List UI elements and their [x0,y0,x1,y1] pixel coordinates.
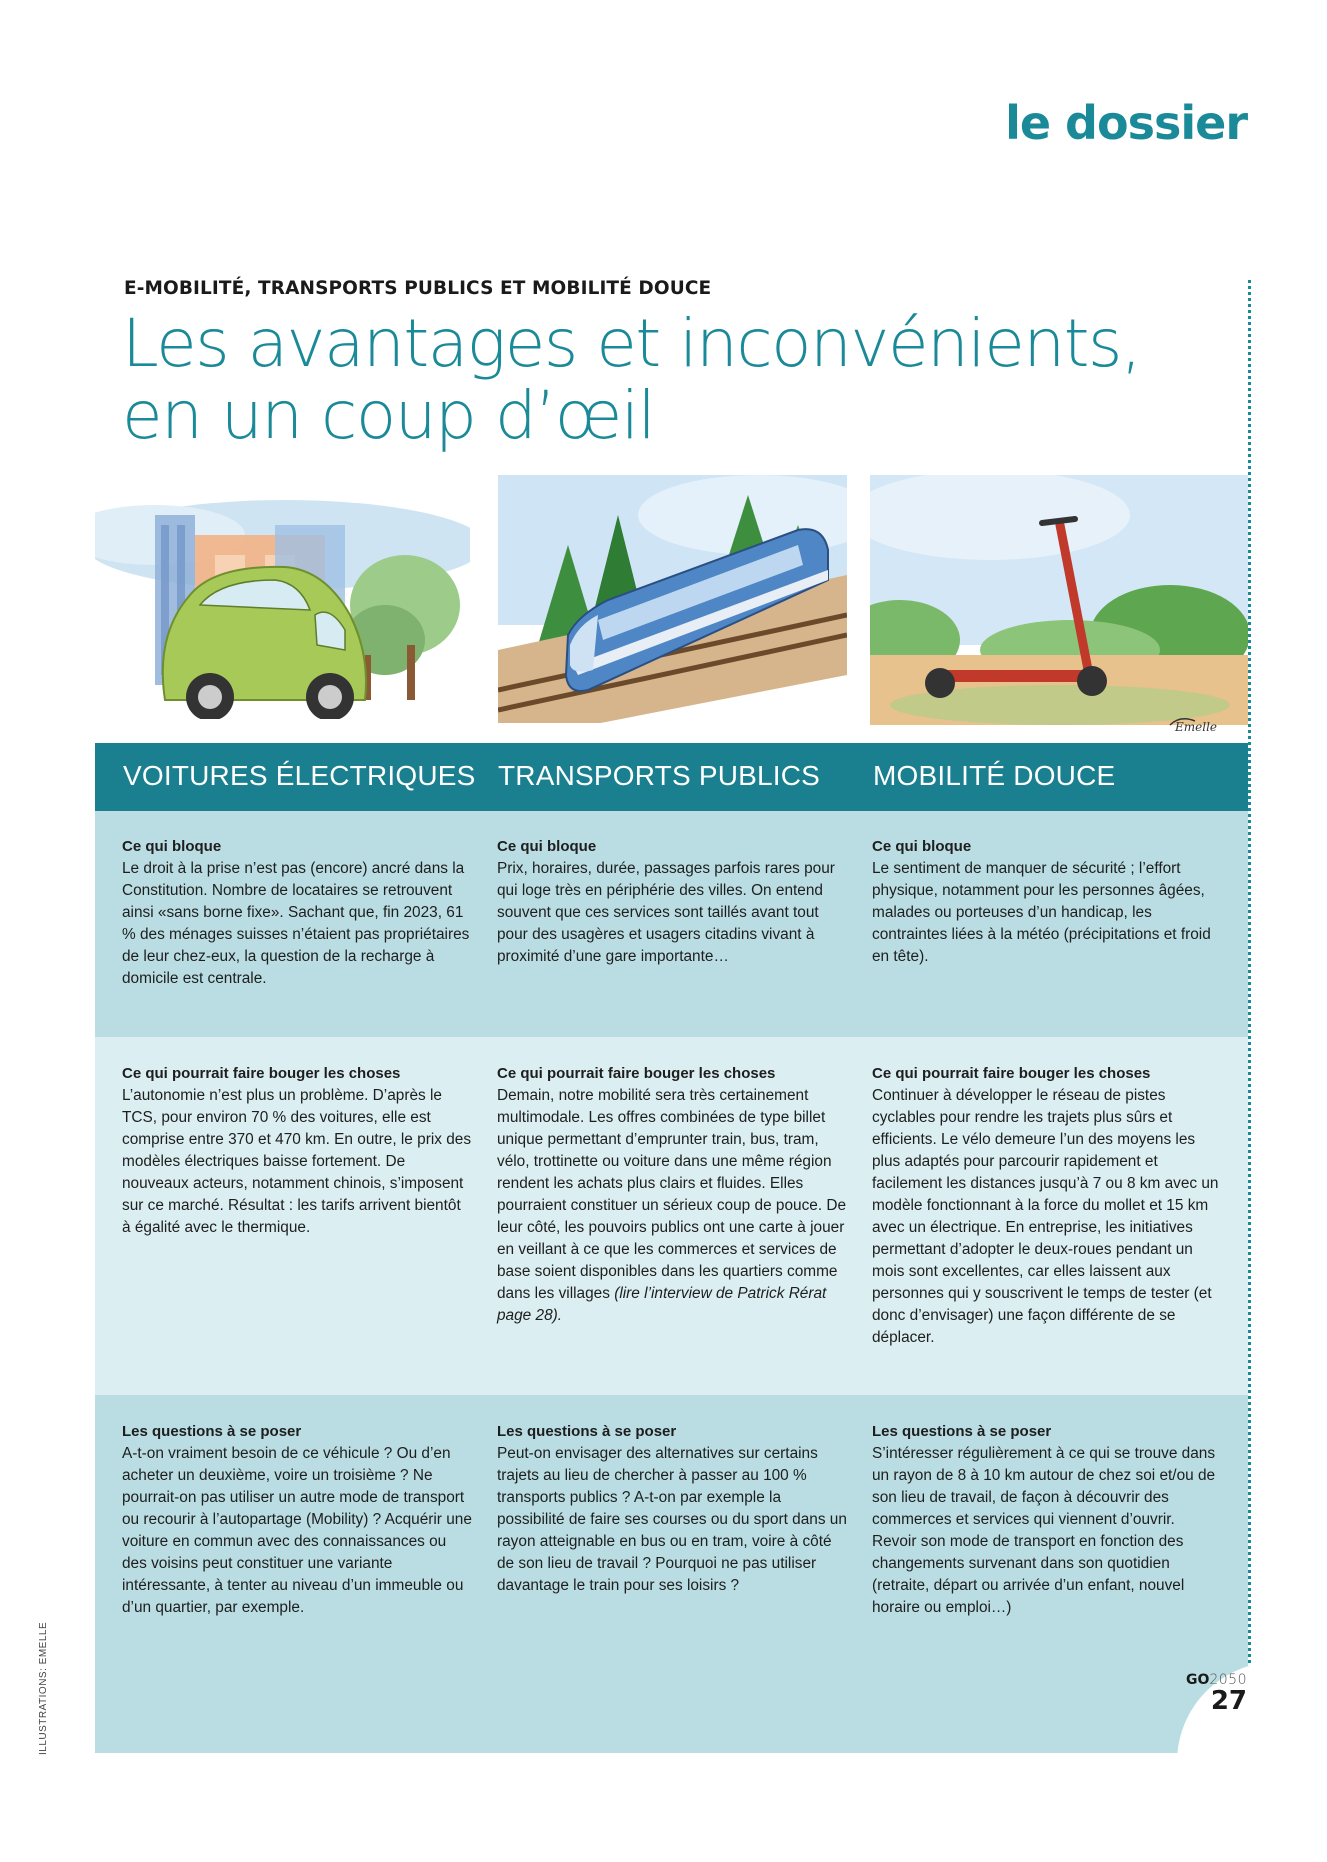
cell-text: L’autonomie n’est plus un problème. D’après le TCS, pour environ 70 % des voitures, elle est comprise entre 370 et 470 km. En outre, le prix des modèles électriques baisse fortement. De nouveaux acteurs, notamment chinois, s’imposent sur ce marché. Résultat : les tarifs arrivent bientôt à égalité avec le thermique. [122,1087,472,1236]
cell-text: Le sentiment de manquer de sécurité ; l’effort physique, notamment pour les personnes âgées, malades ou porteuses d’un handicap, les contraintes liées à la météo (précipitations et froid en tête). [872,860,1211,965]
section-tag: le dossier [1005,96,1247,150]
dotted-rule [1248,280,1251,1735]
cell-text: Prix, horaires, durée, passages parfois rares pour qui loge très en périphérie des villes. On entend souvent que ces services sont taillés avant tout pour des usagères et usagers citadins vivant à proximité d’une gare importante… [497,860,835,965]
cell-cars-levers [122,1063,472,1239]
cell-text: Peut-on envisager des alternatives sur certains trajets au lieu de chercher à passer au 100 % transports publics ? A-t-on par exemple la possibilité de faire ses courses ou du sport dans un rayon atteignable en bus ou en tram, voire à côté de son lieu de travail ? Pourquoi ne pas utiliser davantage le train pour ses loisirs ? [497,1445,847,1594]
cell-text [497,1085,847,1327]
cell-transport-levers [497,1063,847,1327]
cell-cars-obstacles [122,836,472,990]
cell-text: Continuer à développer le réseau de pistes cyclables pour rendre les trajets plus sûrs et efficients. Le vélo demeure l’un des moyens les plus adaptés pour parcourir rapidement et facilement les distances jusqu’à 7 ou 8 km avec un modèle fonctionnant à la force du mollet et 15 km avec un électrique. En entreprise, les initiatives permettant d’adopter le deux-roues pendant un mois sont excellentes, car elles laissent aux personnes qui y souscrivent le temps de tester (et donc d’envisager) une façon différente de se déplacer. [872,1087,1219,1346]
car-icon [95,475,470,743]
scooter-icon [870,475,1248,743]
title-line-1: Les avantages et inconvénients, [122,305,1141,382]
tram-illustration [498,475,847,743]
cell-text: Le droit à la prise n’est pas (encore) ancré dans la Constitution. Nombre de locataires se retrouvent ainsi «sans borne fixe». Sachant que, fin 2023, 61 % des ménages suisses n’étaient pas propriétaires de leur chez-eux, la question de la recharge à domicile est centrale. [122,860,470,987]
cell-soft-levers [872,1063,1222,1349]
cell-text: S’intéresser régulièrement à ce qui se trouve dans un rayon de 8 à 10 km autour de chez soi et/ou de son lieu de travail, de façon à découvrir des commerces et services qui viennent d’ouvrir. Revoir son mode de transport en fonction des changements survenant dans son quotidien (retraite, départ ou arrivée d’un enfant, nouvel horaire ou emploi…) [872,1445,1216,1616]
scooter-illustration [870,475,1248,743]
cell-soft-obstacles [872,836,1222,968]
cell-soft-questions [872,1421,1222,1619]
brand-light: 2050 [1209,1672,1247,1688]
cell-heading: Les questions à se poser [497,1423,677,1440]
row-obstacles [95,811,1248,1037]
column-title-electric-cars: VOITURES ÉLECTRIQUES [123,760,476,791]
row-levers [95,1037,1248,1395]
title-line-2: en un coup d’œil [122,377,655,454]
cell-heading: Ce qui bloque [872,838,972,855]
article-kicker: E-MOBILITÉ, TRANSPORTS PUBLICS ET MOBILITÉ DOUCE [124,278,712,299]
cell-body: Demain, notre mobilité sera très certainement multimodale. Les offres combinées de type billet unique permettant d’emprunter train, bus, tram, vélo, trottinette ou voiture dans une même région rendent les achats plus clairs et fluides. Elles pourraient constituer un sérieux coup de pouce. De leur côté, les pouvoirs publics ont une carte à jouer en veillant à ce que les commerces et services de base soient disponibles dans les quartiers comme dans les villages [497,1087,847,1302]
illustration-credit: ILLUSTRATIONS: EMELLE [38,1621,49,1755]
cell-transport-obstacles [497,836,847,968]
cell-heading: Ce qui pourrait faire bouger les choses [122,1065,401,1082]
article-title [122,305,1141,454]
page-folio [1186,1672,1247,1714]
cell-text: A-t-on vraiment besoin de ce véhicule ? Ou d’en acheter un deuxième, voire un troisième ? Ne pourrait-on pas utiliser un autre mode de transport ou recourir à l’autopartage (Mobility) ? Acquérir une voiture en commun avec des connaissances ou des voisins peut constituer une variante intéressante, à tenter au niveau d’un immeuble ou d’un quartier, par exemple. [122,1445,472,1616]
car-illustration [95,475,470,743]
cell-heading: Ce qui pourrait faire bouger les choses [497,1065,776,1082]
cell-cars-questions [122,1421,472,1619]
column-title-public-transport: TRANSPORTS PUBLICS [498,760,821,791]
cell-heading: Ce qui bloque [122,838,222,855]
column-title-soft-mobility: MOBILITÉ DOUCE [873,760,1116,791]
cell-heading: Ce qui bloque [497,838,597,855]
cell-transport-questions [497,1421,847,1597]
cell-heading: Les questions à se poser [872,1423,1052,1440]
row-questions [95,1395,1248,1753]
interview-reference: (lire l’interview de Patrick Rérat page 28). [497,1285,827,1324]
comparison-table [95,743,1248,1753]
table-header [95,743,1248,811]
brand-bold: GO [1185,1672,1210,1688]
tram-icon [498,475,847,743]
cell-heading: Ce qui pourrait faire bouger les choses [872,1065,1151,1082]
cell-heading: Les questions à se poser [122,1423,302,1440]
illustrator-signature: Emelle [1175,720,1218,734]
page-number: 27 [1210,1686,1247,1716]
